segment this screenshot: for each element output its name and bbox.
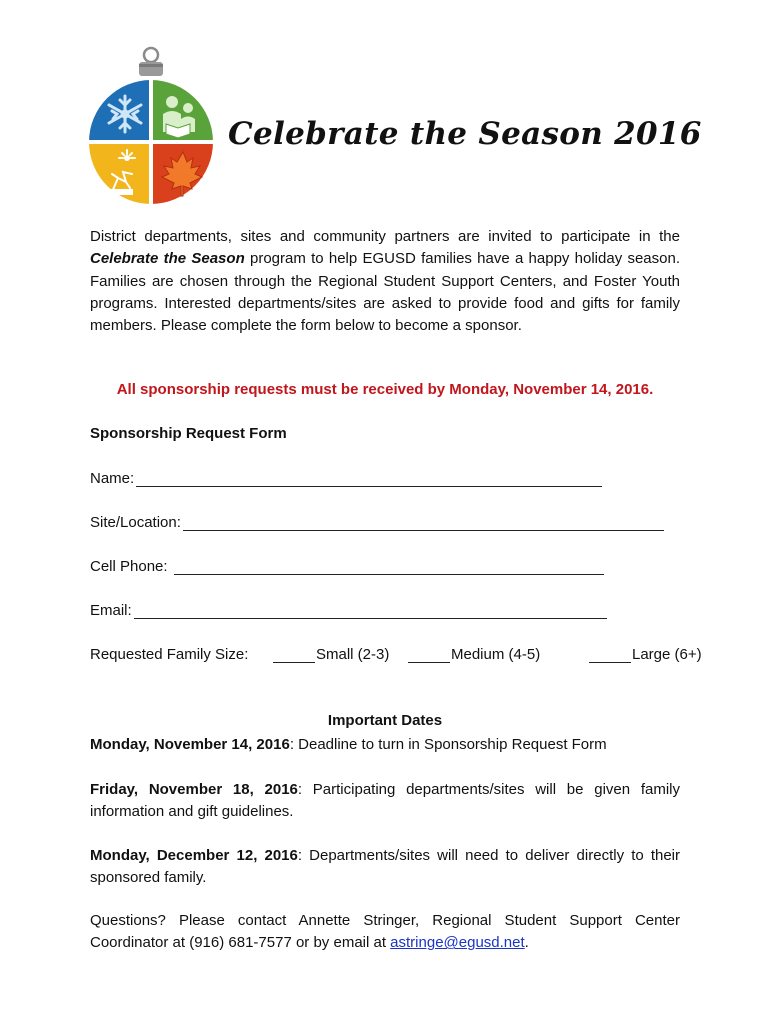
important-dates-title: Important Dates xyxy=(327,712,443,729)
intro-paragraph xyxy=(90,226,680,337)
family-size-label-row xyxy=(90,646,248,663)
name-input-line[interactable] xyxy=(136,471,602,487)
medium-blank[interactable] xyxy=(408,647,450,663)
contact-paragraph xyxy=(90,910,680,955)
email-label: Email: xyxy=(90,602,132,619)
date-description: : Deadline to turn in Sponsorship Request Form xyxy=(289,736,607,753)
large-label: Large (6+) xyxy=(632,646,702,663)
small-blank[interactable] xyxy=(273,647,315,663)
family-size-label: Requested Family Size: xyxy=(90,646,249,663)
cell-phone-input-line[interactable] xyxy=(174,559,604,575)
email-field[interactable] xyxy=(90,602,607,619)
ornament-logo xyxy=(82,44,220,212)
family-size-option-medium[interactable] xyxy=(408,646,540,663)
ornament-cap-icon xyxy=(139,48,163,76)
name-label: Name: xyxy=(90,470,135,487)
page-title: Celebrate the Season 2016 xyxy=(228,116,702,152)
form-title: Sponsorship Request Form xyxy=(90,425,287,442)
date-item xyxy=(90,845,680,890)
contact-end: . xyxy=(524,934,529,952)
date-description: : Departments/sites will need to deliver directly to their sponsored family. xyxy=(90,847,681,887)
contact-email-link[interactable]: astringe@egusd.net xyxy=(390,934,525,952)
date-label: Monday, November 14, 2016 xyxy=(90,736,290,753)
date-label: Monday, December 12, 2016 xyxy=(90,847,298,864)
cell-phone-label: Cell Phone: xyxy=(90,558,168,575)
intro-text-1: District departments, sites and community partners are invited to participate in the xyxy=(90,228,680,245)
contact-text: Questions? Please contact Annette Stringer, Regional Student Support Center Coordinator at (916) 681-7577 or by email at xyxy=(90,912,680,952)
large-blank[interactable] xyxy=(589,647,631,663)
medium-label: Medium (4-5) xyxy=(451,646,541,663)
site-location-input-line[interactable] xyxy=(183,515,664,531)
family-size-option-large[interactable] xyxy=(589,646,702,663)
family-size-option-small[interactable] xyxy=(273,646,389,663)
cell-phone-field[interactable] xyxy=(90,558,604,575)
site-location-field[interactable] xyxy=(90,514,664,531)
site-location-label: Site/Location: xyxy=(90,514,181,531)
date-description: : Participating departments/sites will be given family information and gift guidelines. xyxy=(90,781,680,821)
small-label: Small (2-3) xyxy=(316,646,390,663)
email-input-line[interactable] xyxy=(134,603,607,619)
deadline-notice: All sponsorship requests must be received by Monday, November 14, 2016. xyxy=(116,381,654,398)
date-item xyxy=(90,779,680,824)
program-name: Celebrate the Season xyxy=(90,250,245,268)
date-label: Friday, November 18, 2016 xyxy=(90,781,298,798)
intro-text-2: program to help EGUSD families have a happy holiday season. Families are chosen through the Regional Student Support Centers, and Foster Youth programs. Interested departments/sites are asked to provide food and gifts for family members. Please complete the form below to become a sponsor. xyxy=(90,250,680,335)
date-item xyxy=(90,734,680,756)
name-field[interactable] xyxy=(90,470,602,487)
